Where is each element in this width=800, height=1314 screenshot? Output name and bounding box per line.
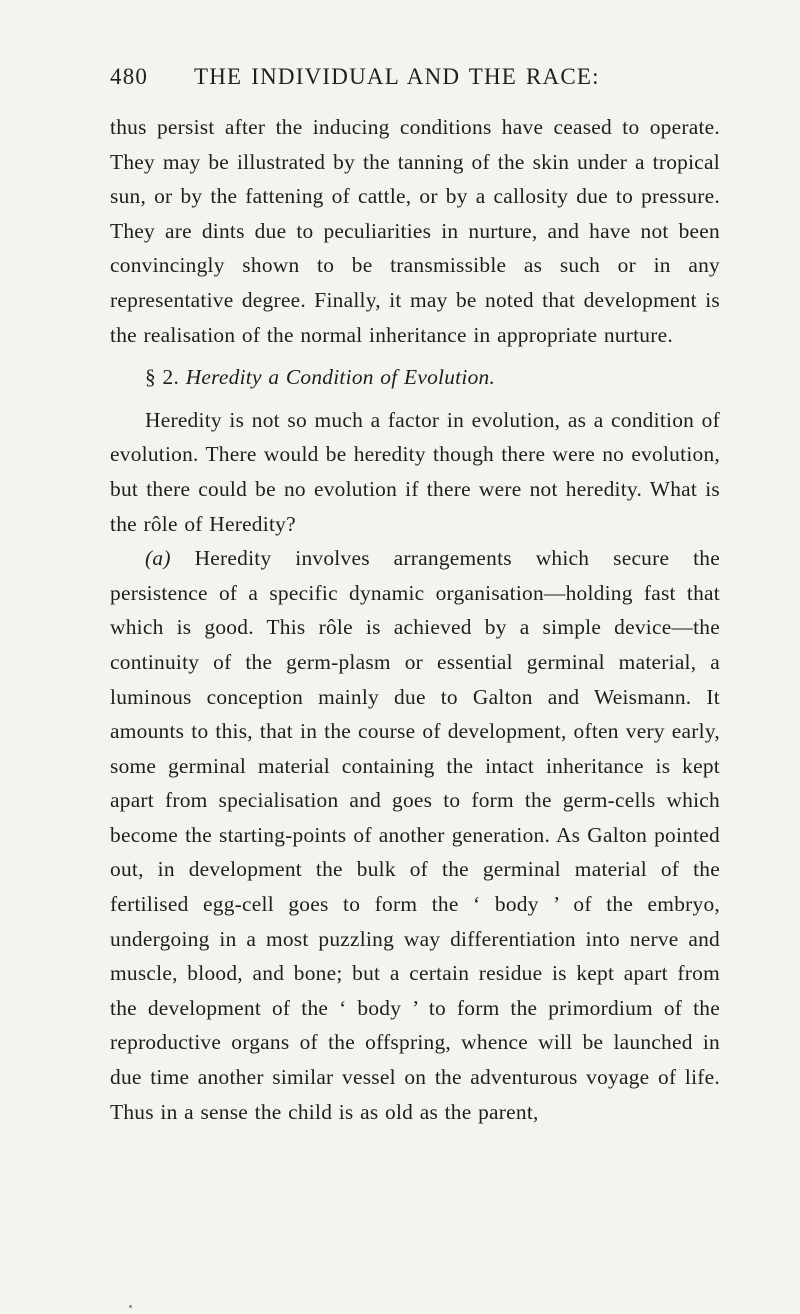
book-page — [110, 64, 720, 1129]
paragraph-heredity-role-a-text: Heredity involves arrangements which secure the persistence of a specific dynamic organisation—holding fast that which is good. This rôle is achieved by a simple device—the continuity of the germ-plasm or essential germinal material, a luminous conception mainly due to Galton and Weismann. It amounts to this, that in the course of development, often very early, some germinal material containing the intact inheritance is kept apart from specialisation and goes to form the germ-cells which become the starting-points of another generation. As Galton pointed out, in development the bulk of the germinal material of the fertilised egg-cell goes to form the ‘ body ’ of the embryo, undergoing in a most puzzling way differentiation into nerve and muscle, blood, and bone; but a certain residue is kept apart from the development of the ‘ body ’ to form the primordium of the reproductive organs of the offspring, whence will be launched in due time another similar vessel on the adventurous voyage of life. Thus in a sense the child is as old as the parent, — [110, 546, 720, 1124]
running-head — [110, 64, 720, 98]
section-title: Heredity a Condition of Evolution. — [185, 365, 496, 390]
paragraph-continuation: thus persist after the inducing conditions have ceased to operate. They may be illustrated by the tanning of the skin under a tropical sun, or by the fattening of cattle, or by a callosity due to pressure. They are dints due to peculiarities in nurture, and have not been convincingly shown to be transmissible as such or in any representative degree. Finally, it may be noted that development is the realisation of the normal inheritance in appropriate nurture. — [110, 115, 720, 347]
page-number: 480 — [110, 64, 149, 89]
section-number: § 2. — [145, 365, 180, 390]
body-text — [110, 110, 720, 1129]
paragraph-heredity-role-a — [110, 541, 720, 1129]
print-speck — [129, 1305, 132, 1308]
list-label-a: (a) — [145, 546, 171, 571]
paragraph-heredity-condition: Heredity is not so much a factor in evolution, as a condition of evolution. There would be heredity though there were no evolution, but there could be no evolution if there were not heredity. What is the rôle of Heredity? — [110, 407, 720, 536]
section-heading — [110, 352, 720, 403]
running-title: THE INDIVIDUAL AND THE RACE: — [194, 64, 600, 89]
